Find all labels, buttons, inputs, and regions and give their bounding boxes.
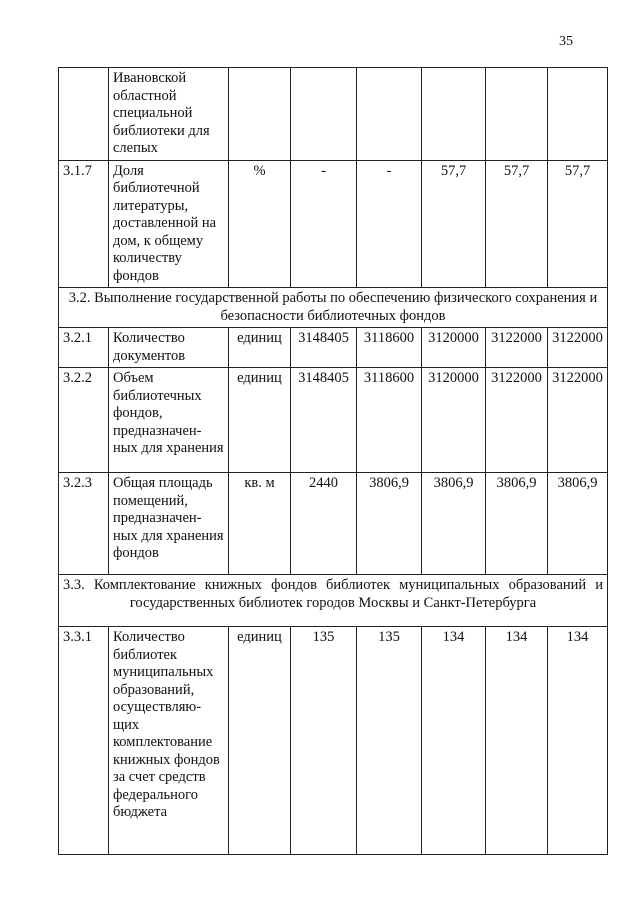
value-cell: 3118600 bbox=[357, 368, 422, 473]
value-cell: 2440 bbox=[291, 473, 357, 575]
value-cell: 134 bbox=[486, 627, 548, 855]
row-description: Объем библиотечных фондов, предназначен-ных для хранения bbox=[109, 368, 229, 473]
value-cell: 57,7 bbox=[548, 160, 608, 288]
value-cell: 3148405 bbox=[291, 328, 357, 368]
value-cell: 3806,9 bbox=[422, 473, 486, 575]
table-row bbox=[59, 328, 608, 368]
value-cell bbox=[486, 68, 548, 161]
table-row bbox=[59, 627, 608, 855]
section-row bbox=[59, 288, 608, 328]
row-number: 3.2.2 bbox=[59, 368, 109, 473]
value-cell: 3120000 bbox=[422, 368, 486, 473]
row-number bbox=[59, 68, 109, 161]
section-heading: 3.2. Выполнение государственной работы по обеспечению физического сохранения и безопасности библиотечных фондов bbox=[59, 288, 608, 328]
table-row bbox=[59, 473, 608, 575]
value-cell: - bbox=[291, 160, 357, 288]
value-cell bbox=[291, 68, 357, 161]
value-cell: 3806,9 bbox=[486, 473, 548, 575]
page-number: 35 bbox=[559, 34, 573, 49]
section-row bbox=[59, 575, 608, 627]
row-unit: единиц bbox=[229, 328, 291, 368]
value-cell: 3806,9 bbox=[357, 473, 422, 575]
value-cell: 57,7 bbox=[422, 160, 486, 288]
value-cell bbox=[548, 68, 608, 161]
value-cell: 57,7 bbox=[486, 160, 548, 288]
section-heading: 3.3. Комплектование книжных фондов библиотек муниципальных образований и государственных библиотек городов Москвы и Санкт-Петербурга bbox=[59, 575, 608, 627]
value-cell: 3122000 bbox=[548, 368, 608, 473]
value-cell: 134 bbox=[548, 627, 608, 855]
table-row bbox=[59, 160, 608, 288]
value-cell: 3118600 bbox=[357, 328, 422, 368]
table-row bbox=[59, 368, 608, 473]
value-cell: 3806,9 bbox=[548, 473, 608, 575]
value-cell bbox=[422, 68, 486, 161]
row-unit: единиц bbox=[229, 368, 291, 473]
row-description: Доля библиотечной литературы, доставленной на дом, к общему количеству фондов bbox=[109, 160, 229, 288]
row-unit: единиц bbox=[229, 627, 291, 855]
row-description: Количество документов bbox=[109, 328, 229, 368]
row-unit: % bbox=[229, 160, 291, 288]
value-cell bbox=[357, 68, 422, 161]
value-cell: 135 bbox=[357, 627, 422, 855]
value-cell: 3120000 bbox=[422, 328, 486, 368]
row-number: 3.1.7 bbox=[59, 160, 109, 288]
value-cell: 134 bbox=[422, 627, 486, 855]
row-unit bbox=[229, 68, 291, 161]
value-cell: 3148405 bbox=[291, 368, 357, 473]
row-description: Количество библиотек муниципальных образований, осуществляю-щих комплектование книжных фондов за счет средств федерального бюджета bbox=[109, 627, 229, 855]
value-cell: 3122000 bbox=[548, 328, 608, 368]
value-cell: - bbox=[357, 160, 422, 288]
value-cell: 3122000 bbox=[486, 328, 548, 368]
value-cell: 135 bbox=[291, 627, 357, 855]
row-description: Ивановской областной специальной библиотеки для слепых bbox=[109, 68, 229, 161]
value-cell: 3122000 bbox=[486, 368, 548, 473]
indicators-table bbox=[58, 67, 608, 855]
row-number: 3.3.1 bbox=[59, 627, 109, 855]
row-unit: кв. м bbox=[229, 473, 291, 575]
table-row bbox=[59, 68, 608, 161]
row-number: 3.2.1 bbox=[59, 328, 109, 368]
row-number: 3.2.3 bbox=[59, 473, 109, 575]
row-description: Общая площадь помещений, предназначен-ных для хранения фондов bbox=[109, 473, 229, 575]
